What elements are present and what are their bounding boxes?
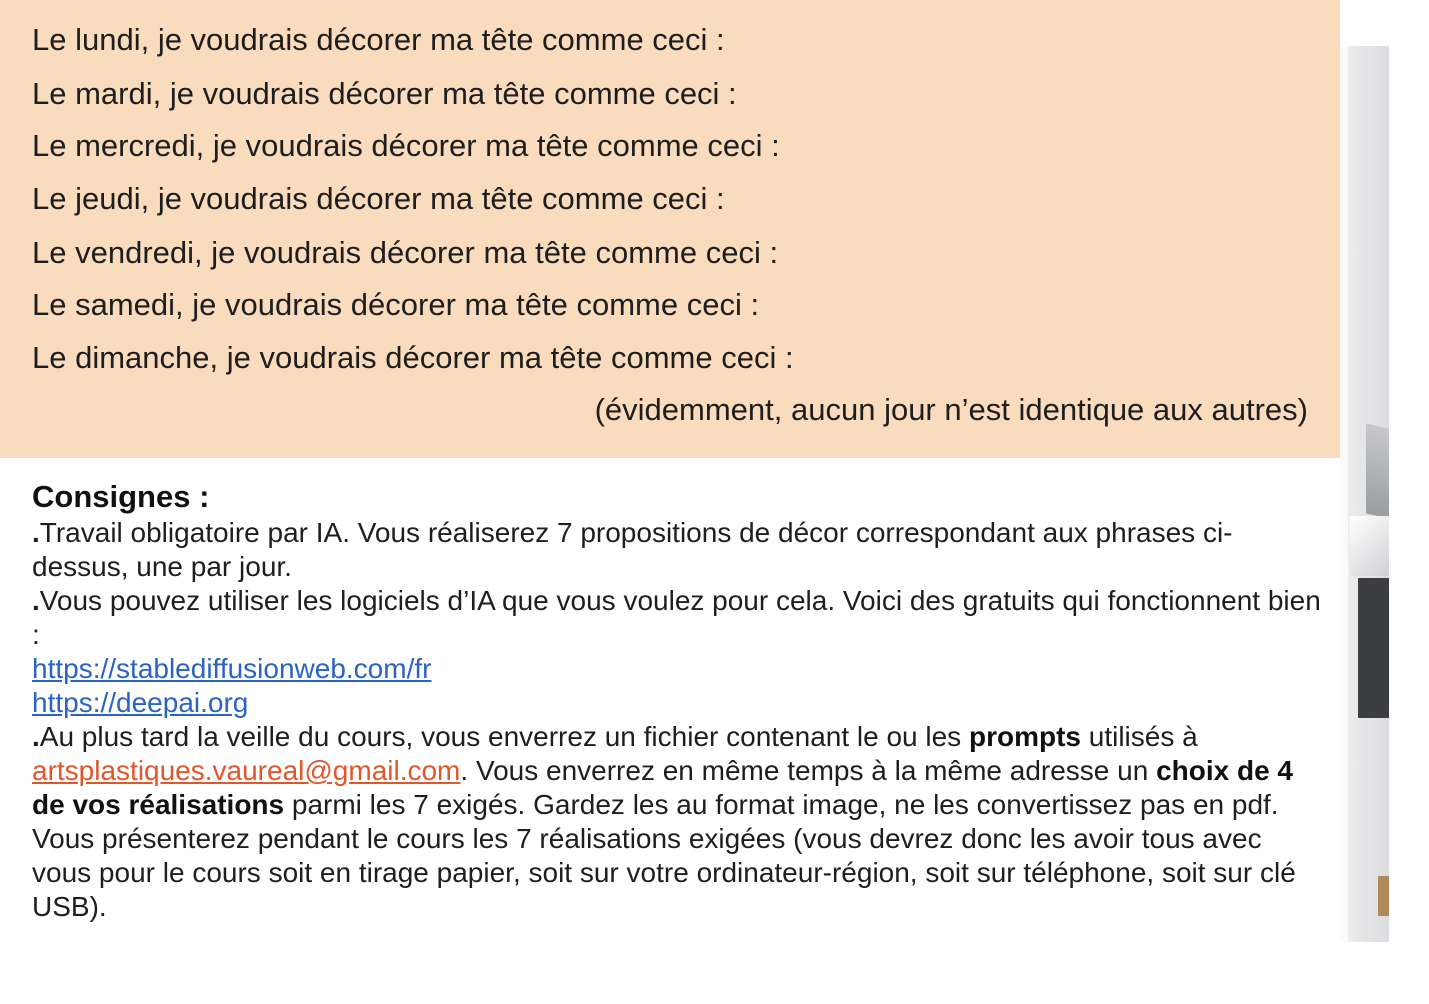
instruction-text-3d: parmi les 7 exigés. Gardez les au format image, ne les convertissez pas en pdf. Vous présenterez pendant le cours les 7 réalisations exigées (vous devrez donc les avoir tous avec vous pour le cours soit en tirage papier, soit sur votre ordinateur-région, soit sur téléphone, soit sur clé USB).: [32, 789, 1296, 922]
bullet-marker: .: [32, 517, 40, 548]
day-line-mercredi: Le mercredi, je voudrais décorer ma tête comme ceci :: [32, 128, 780, 163]
cropped-photo: [1340, 46, 1389, 942]
bullet-marker: .: [32, 721, 40, 752]
instruction-paragraph-1: [32, 516, 1322, 584]
instruction-text-3c: . Vous enverrez en même temps à la même adresse un: [460, 755, 1157, 786]
day-line-dimanche: Le dimanche, je voudrais décorer ma tête comme ceci :: [32, 340, 794, 375]
instruction-text-3a: Au plus tard la veille du cours, vous enverrez un fichier contenant le ou les: [39, 721, 969, 752]
instructions-section: [32, 478, 1322, 924]
bullet-marker: .: [32, 585, 40, 616]
instructions-title: Consignes :: [32, 479, 210, 514]
instruction-text-2: Vous pouvez utiliser les logiciels d’IA que vous voulez pour cela. Voici des gratuits qui fonctionnent bien :: [32, 585, 1321, 650]
prompts-emphasis: prompts: [968, 721, 1081, 752]
choice-emphasis: choix de 4 de vos réalisations: [32, 755, 1293, 820]
instruction-paragraph-2: [32, 584, 1322, 652]
instruction-paragraph-3: [32, 720, 1322, 924]
day-line-samedi: Le samedi, je voudrais décorer ma tête comme ceci :: [32, 287, 760, 322]
day-line-vendredi: Le vendredi, je voudrais décorer ma tête comme ceci :: [32, 235, 779, 270]
instruction-text-3b: utilisés à: [1080, 721, 1198, 752]
instruction-text-1: Travail obligatoire par IA. Vous réaliserez 7 propositions de décor correspondant aux phrases ci-dessus, une par jour.: [32, 517, 1233, 582]
day-line-lundi: Le lundi, je voudrais décorer ma tête comme ceci :: [32, 22, 725, 57]
day-line-jeudi: Le jeudi, je voudrais décorer ma tête comme ceci :: [32, 181, 725, 216]
stablediffusion-link[interactable]: https://stablediffusionweb.com/fr: [32, 653, 432, 684]
deepai-link[interactable]: https://deepai.org: [32, 687, 249, 718]
email-link[interactable]: artsplastiques.vaureal@gmail.com: [32, 755, 461, 786]
day-line-mardi: Le mardi, je voudrais décorer ma tête comme ceci :: [32, 76, 737, 111]
closing-note: (évidemment, aucun jour n’est identique aux autres): [594, 392, 1308, 427]
days-panel: [0, 0, 1340, 458]
